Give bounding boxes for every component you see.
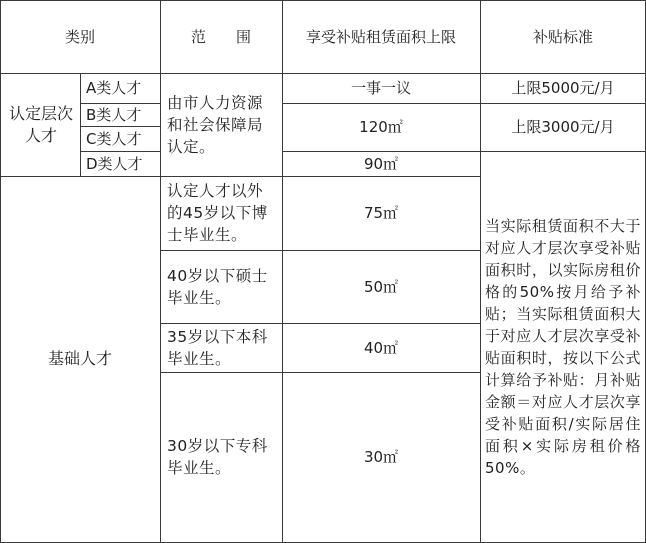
- area-master: 50㎡: [363, 277, 399, 296]
- certified-talent-label: 认定层次人才: [8, 104, 73, 145]
- area-level-bc: 120㎡: [359, 118, 403, 136]
- area-bachelor: 40㎡: [363, 338, 399, 357]
- standard-level-a: 上限5000元/月: [511, 79, 615, 97]
- basic-talent-label: 基础人才: [47, 349, 112, 368]
- area-college: 30㎡: [363, 448, 399, 466]
- header-area-limit: 享受补贴租赁面积上限: [305, 27, 456, 46]
- header-scope: 范 围: [190, 27, 251, 46]
- area-level-a: 一事一议: [350, 79, 411, 97]
- level-b-label: B类人才: [86, 105, 142, 124]
- basic-scope-phd: 认定人才以外的45岁以下博士毕业生。: [167, 182, 268, 244]
- standard-level-bc: 上限3000元/月: [511, 118, 615, 136]
- area-level-d: 90㎡: [363, 155, 399, 173]
- header-standard: 补贴标准: [532, 27, 593, 46]
- subsidy-rule-text: [481, 152, 645, 542]
- basic-scope-bachelor: 35岁以下本科毕业生。: [167, 327, 268, 368]
- level-c-label: C类人才: [86, 129, 142, 148]
- certified-scope: 由市人力资源和社会保障局认定。: [167, 94, 264, 156]
- level-a-label: A类人才: [86, 79, 142, 97]
- basic-scope-college: 30岁以下专科毕业生。: [167, 437, 268, 477]
- level-d-label: D类人才: [86, 154, 143, 173]
- subsidy-rule-paragraph: 当实际租赁面积不大于对应人才层次享受补贴面积时，以实际房租价格的50%按月给予补贴；当实际租赁面积大于对应人才层次享受补贴面积时，按以下公式计算给予补贴：月补贴金额＝对应人才层次享受补贴面积/实际居住面积×实际房租价格50%。: [485, 217, 641, 477]
- basic-scope-master: 40岁以下硕士毕业生。: [167, 266, 268, 307]
- area-phd: 75㎡: [363, 204, 399, 222]
- header-category: 类别: [64, 27, 95, 46]
